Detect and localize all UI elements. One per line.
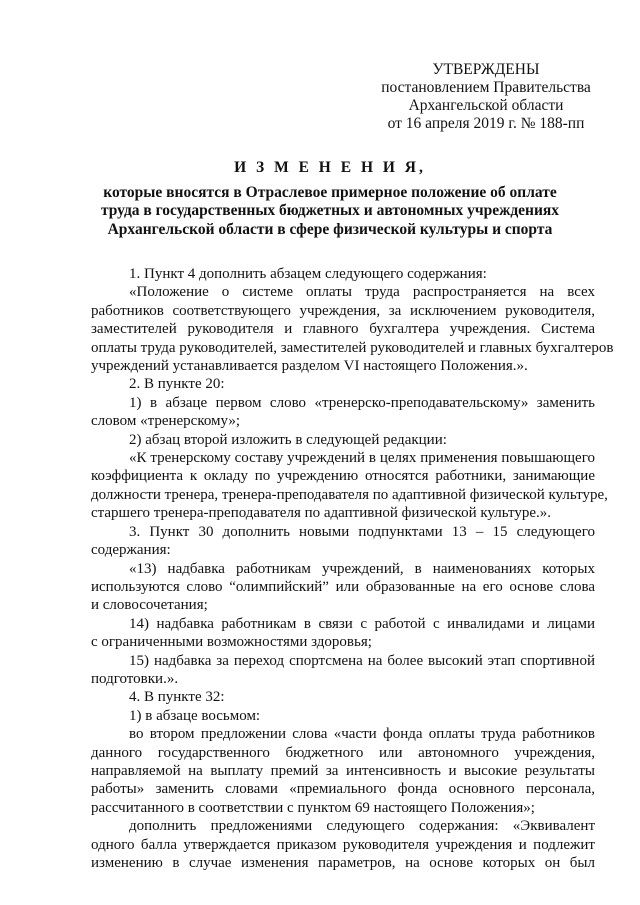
- paragraph-line: должности тренера, тренера-преподавателя по адаптивной физической культуре,: [91, 486, 608, 503]
- paragraph-line: одного балла утверждается приказом руководителя учреждения и подлежит: [91, 836, 595, 853]
- paragraph: [91, 817, 595, 872]
- paragraph-line: оплаты труда руководителей, заместителей руководителей и главных бухгалтеров: [91, 339, 614, 356]
- paragraph-line: используются слово “олимпийский” или образованные на его основе слова: [91, 578, 595, 595]
- paragraph: [91, 615, 595, 652]
- paragraph: [91, 265, 595, 283]
- approval-line: от 16 апреля 2019 г. № 188-пп: [387, 115, 585, 132]
- paragraph-line: работников соответствующего учреждения, за исключением руководителя,: [91, 302, 595, 319]
- paragraph-line: 3. Пункт 30 дополнить новыми подпунктами 13 – 15 следующего: [129, 523, 595, 540]
- paragraph-line: содержания:: [91, 542, 171, 559]
- paragraph-line: заместителей руководителя и главного бухгалтера учреждения. Система: [91, 321, 595, 338]
- paragraph-line: «К тренерскому составу учреждений в целях применения повышающего: [129, 450, 595, 467]
- paragraph-line: коэффициента к окладу по учреждению относятся работники, занимающие: [91, 468, 595, 485]
- paragraph-line: данного государственного бюджетного или автономного учреждения,: [91, 744, 595, 761]
- document-body: [91, 265, 614, 872]
- paragraph-line: 1) в абзаце восьмом:: [129, 707, 261, 724]
- approval-stamp: [366, 61, 606, 133]
- paragraph-line: 15) надбавка за переход спортсмена на более высокий этап спортивной: [129, 652, 595, 669]
- paragraph: [91, 560, 595, 615]
- paragraph-line: работы» заменить словами «премиального фонда основного персонала,: [91, 781, 595, 798]
- paragraph-line: учреждений устанавливается разделом VI настоящего Положения.».: [91, 358, 528, 375]
- paragraph: [91, 431, 595, 449]
- approval-line: постановлением Правительства: [381, 79, 591, 96]
- paragraph: [91, 688, 595, 706]
- paragraph-line: 1) в абзаце первом слово «тренерско-преподавательскому» заменить: [129, 394, 595, 411]
- paragraph: [91, 394, 595, 431]
- document-title: [80, 159, 580, 239]
- paragraph: [91, 652, 595, 689]
- paragraph-line: и словосочетания;: [91, 597, 208, 614]
- title-line: Архангельской области в сфере физической культуры и спорта: [107, 220, 553, 238]
- paragraph-line: «Положение о системе оплаты труда распространяется на всех: [129, 284, 595, 301]
- paragraph-line: во втором предложении слова «части фонда оплаты труда работников: [129, 726, 595, 743]
- paragraph: [91, 449, 608, 523]
- paragraph-line: рассчитанного в соответствии с пунктом 69 настоящего Положения»;: [91, 799, 535, 816]
- approval-line: УТВЕРЖДЕНЫ: [432, 61, 540, 78]
- paragraph-line: 2) абзац второй изложить в следующей редакции:: [129, 431, 447, 448]
- paragraph: [91, 725, 595, 817]
- paragraph-line: подготовки.».: [91, 670, 179, 687]
- paragraph-line: старшего тренера-преподавателя по адаптивной физической культуре.».: [91, 505, 552, 522]
- paragraph: [91, 283, 614, 375]
- title-line: труда в государственных бюджетных и автономных учреждениях: [100, 202, 560, 219]
- paragraph-line: «13) надбавка работникам учреждений, в наименованиях которых: [129, 560, 595, 577]
- title-line: которые вносятся в Отраслевое примерное положение об оплате: [103, 183, 557, 201]
- title-heading: И З М Е Н Е Н И Я,: [234, 159, 426, 176]
- paragraph: [91, 523, 595, 560]
- paragraph-line: изменению в случае изменения параметров, на основе которых он был: [91, 855, 595, 871]
- paragraph-line: 14) надбавка работникам в связи с работой с инвалидами и лицами: [129, 615, 595, 632]
- paragraph-line: направляемой на выплату премий за интенсивность и высокие результаты: [91, 762, 595, 779]
- paragraph-line: с ограниченными возможностями здоровья;: [91, 634, 372, 651]
- paragraph: [91, 375, 595, 393]
- paragraph-line: 2. В пункте 20:: [129, 376, 225, 393]
- paragraph-line: 4. В пункте 32:: [129, 689, 225, 706]
- paragraph: [91, 707, 595, 725]
- paragraph-line: дополнить предложениями следующего содержания: «Эквивалент: [129, 818, 595, 835]
- paragraph-line: словом «тренерскому»;: [91, 413, 241, 430]
- paragraph-line: 1. Пункт 4 дополнить абзацем следующего содержания:: [129, 266, 487, 282]
- approval-line: Архангельской области: [408, 97, 564, 114]
